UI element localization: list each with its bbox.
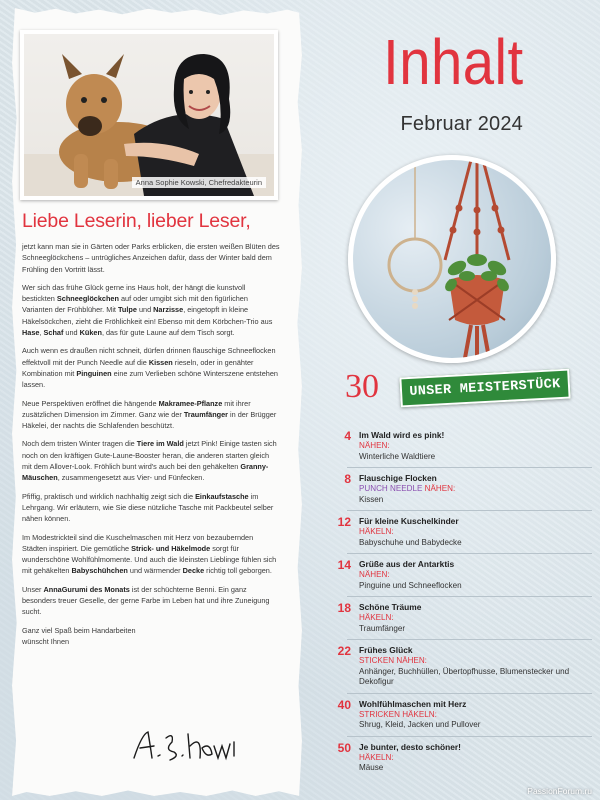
paragraph-text: Unser [22, 584, 44, 594]
paragraph-text: Pfiffig, praktisch und wirklich nachhaltig zeigt sich die [22, 491, 196, 501]
toc-category-label: PUNCH NEEDLE [359, 484, 423, 493]
handwritten-signature [130, 728, 240, 764]
letter-paragraph [22, 438, 280, 483]
highlighted-project: Decke [182, 566, 205, 576]
paragraph-text: richtig toll geborgen. [204, 566, 272, 576]
toc-entry[interactable] [337, 596, 592, 634]
toc-category [359, 527, 592, 538]
letter-paragraph [22, 584, 280, 618]
paragraph-text: , das für gute Laune auf dem Tisch sorgt. [101, 328, 235, 338]
toc-description: Babyschuhe und Babydecke [359, 537, 462, 547]
highlighted-project: Narzisse [153, 305, 184, 315]
highlighted-project: Küken [79, 328, 102, 338]
toc-category-label: STRICKEN [359, 709, 400, 719]
page-title: Inhalt [383, 26, 524, 98]
toc-page-number: 18 [337, 601, 351, 615]
toc-entry[interactable] [337, 553, 592, 591]
highlighted-project: Traumfänger [183, 409, 229, 419]
issue-date: Februar 2024 [400, 113, 523, 135]
toc-title: Frühes Glück [359, 645, 413, 655]
letter-paragraph [22, 532, 280, 577]
toc-category-label: HÄKELN: [359, 527, 394, 536]
toc-category-label: HÄKELN: [402, 709, 437, 719]
paragraph-text: und [136, 305, 154, 315]
toc-entry[interactable] [337, 639, 592, 688]
feature-page-number: 30 [345, 368, 379, 405]
toc-category [359, 613, 592, 624]
highlighted-project: Schneeglöckchen [56, 294, 119, 304]
toc-category [359, 753, 592, 764]
paragraph-text: , zusammengesetzt aus Vier- und Fünfecken. [57, 473, 205, 483]
toc-category-label: HÄKELN: [359, 613, 394, 622]
toc-entry[interactable] [344, 429, 592, 462]
toc-description: Kissen [359, 494, 384, 504]
toc-category-label: NÄHEN: [424, 484, 456, 493]
toc-page-number: 22 [337, 644, 351, 658]
toc-title: Wohlfühlmaschen mit Herz [359, 698, 467, 709]
toc-description: Traumfänger [359, 623, 406, 633]
toc-page-number: 14 [337, 558, 351, 572]
editor-photo [24, 34, 274, 196]
table-of-contents [337, 429, 592, 779]
toc-category-label: NÄHEN: [396, 656, 427, 665]
toc-category [359, 441, 592, 452]
paragraph-text: in der Brügger Häkelei, der nachts die Schlafenden beschützt. [22, 409, 277, 431]
highlighted-project: Strick- und Häkelmode [131, 543, 211, 553]
editor-with-dog-illustration [24, 34, 274, 196]
letter-paragraph [22, 491, 280, 525]
toc-description: Pinguine und Schneeflocken [359, 580, 462, 590]
paragraph-text: jetzt Pink! Einige tasten sich noch on den kräftigen Gute-Laune-Booster heran, die anderen starten gleich mit dem Allover-Look. Fröhlich bunt wird's auch bei den gehäkelten [22, 439, 277, 472]
toc-page-number: 12 [337, 515, 351, 529]
paragraph-text: Auch wenn es draußen nicht schneit, dürfen drinnen flauschige Schneeflocken effektvoll mit der Punch Needle auf die [22, 346, 276, 367]
signoff-line-2: wünscht Ihnen [22, 636, 70, 646]
toc-category-label: HÄKELN: [359, 752, 394, 762]
watermark: PassionForum.ru [527, 786, 592, 796]
toc-category-label: STICKEN [359, 656, 395, 665]
toc-title: Flauschige Flocken [359, 473, 437, 483]
letter-paragraph [22, 398, 280, 432]
toc-entry[interactable] [337, 510, 592, 548]
toc-page-number: 40 [337, 697, 351, 712]
toc-entry[interactable] [344, 467, 592, 505]
paragraph-text: , [39, 328, 44, 338]
toc-category [359, 484, 592, 495]
letter-body [22, 210, 280, 647]
feature-photo-macrame [348, 155, 556, 363]
toc-page-number: 8 [344, 472, 351, 486]
toc-description: Winterliche Waldtiere [359, 451, 436, 461]
paragraph-text: Noch dem tristen Winter tragen die [22, 439, 137, 449]
toc-title: Im Wald wird es pink! [359, 430, 445, 440]
toc-title: Schöne Träume [359, 602, 422, 612]
highlighted-project: Tulpe [118, 305, 137, 315]
toc-category-label: NÄHEN: [359, 570, 390, 579]
paragraph-text: mit ihrer zusätzlichen Dimension im Zimmer. Ganz wie der [22, 398, 251, 419]
highlighted-project: AnnaGurumi des Monats [43, 584, 130, 594]
paragraph-text: sorgt für wunderschöne Wohlfühlmomente. Und auch die kleinsten Lieblinge fühlen sich mit gehäkelten [22, 543, 277, 576]
toc-entry[interactable] [337, 693, 592, 731]
toc-description: Mäuse [359, 763, 384, 772]
paragraph-text: jetzt kann man sie in Gärten oder Parks erblicken, die ersten weißen Blüten des Schneeglöckchens – untrügliches Anzeichen dafür, dass der Winter bald dem Frühling den Vortritt lässt. [22, 242, 280, 274]
highlighted-project: Makramee-Pflanze [158, 398, 223, 408]
toc-page-number: 50 [337, 740, 351, 755]
toc-title: Je bunter, desto schöner! [359, 741, 461, 752]
paragraph-text: Neue Perspektiven eröffnet die hängende [22, 398, 159, 408]
toc-title: Für kleine Kuschelkinder [359, 516, 459, 526]
toc-category [359, 656, 592, 667]
paragraph-text: , eingetopft in kleine Häkelsöckchen, zieht die Fröhlichkeit ein! Ebenso mit dem Körbchen-Trio aus [22, 305, 273, 326]
highlighted-project: Granny-Mäuschen [22, 462, 269, 483]
toc-category [359, 570, 592, 581]
toc-entry[interactable] [337, 736, 592, 774]
editor-photo-frame [20, 30, 278, 200]
paragraph-text: Wer sich das frühe Glück gerne ins Haus holt, der hängt die kunstvoll bestickten [22, 282, 246, 304]
toc-description: Shrug, Kleid, Jacken und Pullover [359, 720, 481, 729]
toc-page-number: 4 [344, 429, 351, 443]
letter-greeting: Liebe Leserin, lieber Leser, [22, 210, 251, 232]
paragraph-text: und [63, 328, 80, 338]
highlighted-project: Babyschühchen [71, 566, 128, 576]
highlighted-project: Pinguinen [76, 368, 112, 378]
toc-category [359, 710, 592, 721]
letter-paragraph [22, 282, 280, 338]
toc-category-label: NÄHEN: [359, 441, 390, 450]
badge-label: UNSER MEISTERSTÜCK [409, 376, 561, 400]
letter-paragraph [22, 241, 280, 275]
paragraph-text: ist der schüchterne Benni. Ein ganz besonders treuer Geselle, der gerne Farbe im Leben hat und ihre Zuneigung sucht. [22, 584, 270, 617]
highlighted-project: Schaf [43, 328, 64, 338]
photo-caption: Anna Sophie Kowski, Chefredakteurin [132, 177, 266, 188]
highlighted-project: Kissen [148, 357, 173, 367]
highlighted-project: Tiere im Wald [136, 439, 184, 449]
paragraph-text: rieseln, oder in genähter Kombination mit [22, 357, 254, 378]
signoff-line-1: Ganz viel Spaß beim Handarbeiten [22, 625, 136, 635]
highlighted-project: Einkaufstasche [195, 491, 249, 501]
paragraph-text: im Lehrgang. Wir erläutern, wie Sie diese nützliche Tasche mit Packbeutel selber nähen können. [22, 491, 274, 524]
toc-description: Anhänger, Buchhüllen, Übertopfhusse, Blumenstecker und Dekofigur [359, 666, 570, 686]
letter-paragraphs [22, 241, 280, 618]
letter-paragraph [22, 345, 280, 390]
paragraph-text: eine zum Verlieben schöne Winterszene entstehen lassen. [22, 368, 278, 390]
toc-title: Grüße aus der Antarktis [359, 559, 455, 569]
macrame-plant-hanger-illustration [353, 160, 551, 358]
highlighted-project: Hase [22, 328, 40, 338]
paragraph-text: und wärmender [127, 566, 183, 576]
paragraph-text: Im Modestrickteil sind die Kuschelmaschen mit Herz von bezaubernden Städten inspiriert. Die gemütliche [22, 532, 254, 553]
paragraph-text: auf oder umgibt sich mit den figürlichen Varianten der Frühblüher. Mit [22, 294, 248, 315]
letter-signoff [22, 625, 280, 648]
